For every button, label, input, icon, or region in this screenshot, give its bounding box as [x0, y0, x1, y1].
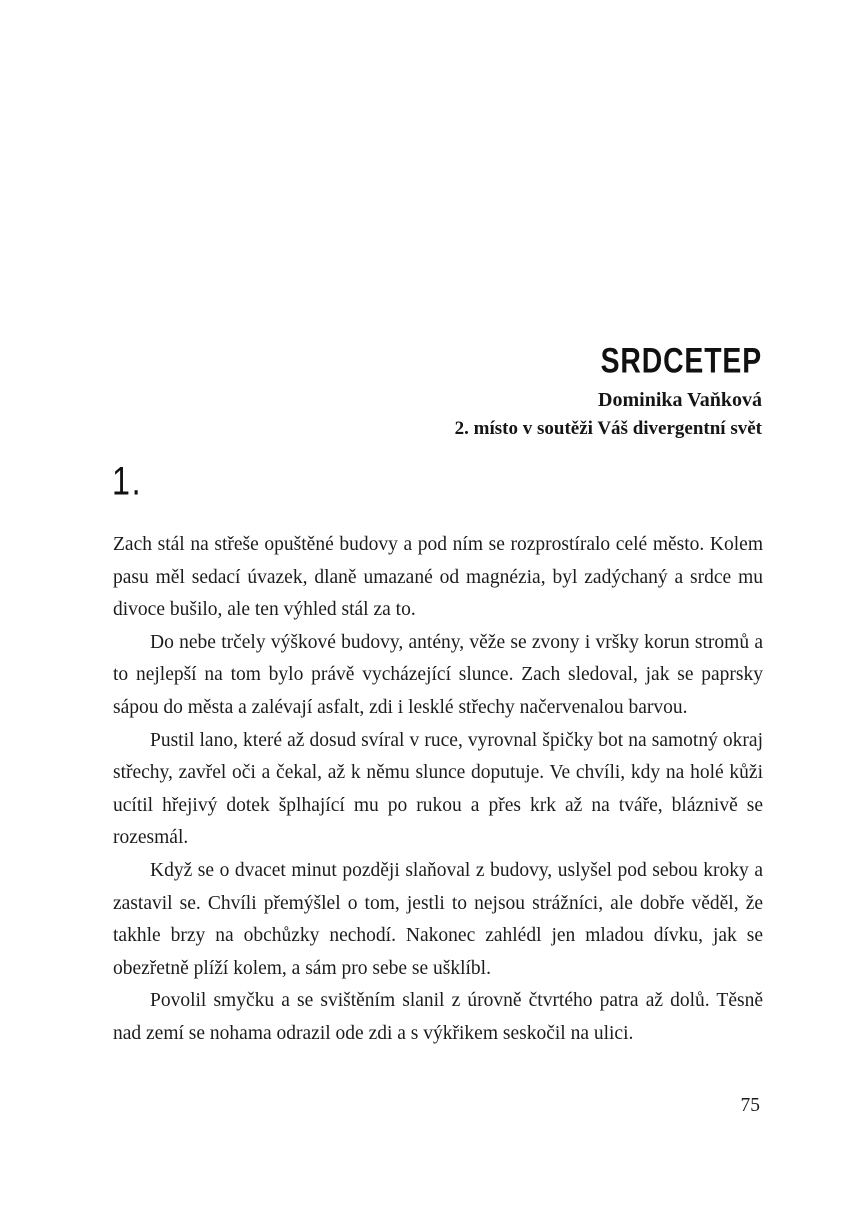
story-text	[113, 529, 763, 1051]
paragraph: Když se o dvacet minut později slaňoval z budovy, uslyšel pod sebou kroky a zastavil se. Chvíli přemýšlel o tom, jestli to nejsou strážníci, ale dobře věděl, že takhle brzy na obchůzky nechodí. Nakonec zahlédl jen mladou dívku, jak se obezřetně plíží kolem, a sám pro sebe se ušklíbl.	[113, 859, 763, 979]
paragraph: Do nebe trčely výškové budovy, antény, věže se zvony i vršky korun stromů a to nejlepší na tom bylo právě vycházející slunce. Zach sledoval, jak se paprsky sápou do města a zalévají asfalt, zdi i lesklé střechy načervenalou barvou.	[113, 631, 763, 718]
title-block	[113, 340, 762, 441]
paragraph: Zach stál na střeše opuštěné budovy a pod ním se rozprostíralo celé město. Kolem pasu měl sedací úvazek, dlaně umazané od magnézia, byl zadýchaný a srdce mu divoce bušilo, ale ten výhled stál za to.	[113, 534, 763, 621]
page-number: 75	[740, 1095, 760, 1116]
author-name: Dominika Vaňková	[598, 389, 762, 411]
contest-note: 2. místo v soutěži Váš divergentní svět	[454, 418, 762, 439]
chapter-number: 1.	[112, 460, 143, 505]
paragraph: Pustil lano, které až dosud svíral v ruce, vyrovnal špičky bot na samotný okraj střechy, zavřel oči a čekal, až k němu slunce doputuje. Ve chvíli, kdy na holé kůži ucítil hřejivý dotek šplhající mu po rukou a přes krk až na tváře, bláznivě se rozesmál.	[113, 729, 763, 849]
story-title: SRDCETEP	[600, 340, 762, 380]
paragraph: Povolil smyčku a se svištěním slanil z úrovně čtvrtého patra až dolů. Těsně nad zemí se nohama odrazil ode zdi a s výkřikem seskočil na ulici.	[113, 990, 763, 1044]
